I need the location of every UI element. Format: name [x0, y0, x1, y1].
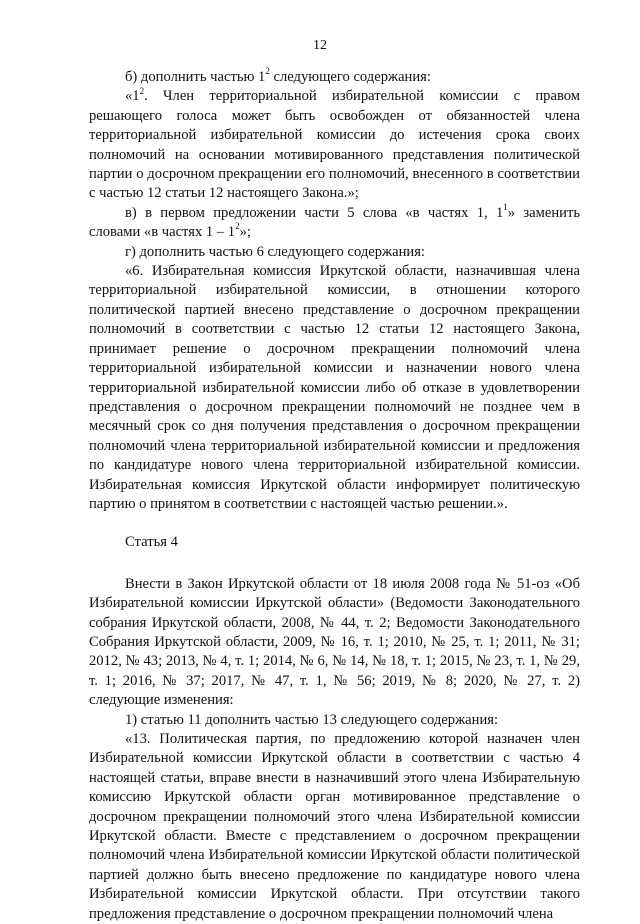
paragraph-quote-13: «13. Политическая партия, по предложению которой назначен член Избирательной комиссии Иркутской области в соответствии с частью 4 настоящей статьи, вправе внести в назначивший этого члена Избирательную комиссию Иркутской области орган мотивированное представление о досрочном прекращении полномочий этого члена Избирательной комиссии Иркутской области. Вместе с представлением о досрочном прекращении полномочий члена Избирательной комиссии Иркутской области политической партией должно быть внесено предложение по кандидатуре нового члена Избирательной комиссии Иркутской области. При отсутствии такого предложения представление о досрочном прекращении полномочий члена [89, 731, 580, 922]
superscript: 2 [265, 66, 270, 77]
paragraph-g-quote: «6. Избирательная комиссия Иркутской области, назначившая члена территориальной избирательной комиссии, в отношении которого политической партией внесено представление о досрочном прекращении полномочий в соответствии с частью 12 статьи 12 настоящего Закона, принимает решение о досрочном прекращении полномочий члена территориальной избирательной комиссии и назначении нового члена территориальной избирательной комиссии либо об отказе в удовлетворении представления о досрочном прекращении полномочий не позднее чем в месячный срок со дня получения представления о досрочном прекращении полномочий члена территориальной избирательной комиссии и предложения по кандидатуре нового члена территориальной избирательной комиссии. Избирательная комиссия Иркутской области информирует политическую партию о принятом в соответствии с настоящей частью решении.». [89, 263, 580, 512]
text-run: »; [239, 224, 251, 241]
text-run: » заменить словами «в частях 1 – 1 [89, 204, 580, 241]
paragraph-g-intro: г) дополнить частью 6 следующего содержания: [125, 243, 425, 260]
text-run: . Член территориальной избирательной комиссии с правом решающего голоса может быть освобожден от обязанностей члена территориальной избирательной комиссии до истечения срока своих полномочий на основании мотивированного представления политической партии о досрочном прекращении его полномочий, внесенного в соответствии с частью 12 статьи 12 настоящего Закона.»; [89, 88, 580, 202]
superscript: 1 [503, 201, 508, 212]
paragraph-v [89, 201, 580, 243]
text-run: б) дополнить частью 1 [125, 69, 266, 85]
spacer [89, 553, 580, 575]
paragraph-item-1: 1) статью 11 дополнить частью 13 следующего содержания: [125, 711, 499, 728]
text-run: в) в первом предложении части 5 слова «в частях 1, 1 [125, 204, 504, 221]
paragraph-b-quote [89, 87, 580, 203]
document-body [89, 68, 580, 924]
article-heading: Статья 4 [125, 534, 178, 551]
superscript: 2 [235, 221, 240, 232]
paragraph-b-intro [89, 68, 580, 87]
text-run: «1 [125, 88, 140, 105]
page-number: 12 [313, 38, 327, 53]
paragraph-article-intro: Внести в Закон Иркутской области от 18 июля 2008 года № 51-оз «Об Избирательной комиссии Иркутской области» (Ведомости Законодательного собрания Иркутской области, 2008, № 44, т. 2; Ведомости Законодательного Собрания Иркутской области, 2009, № 16, т. 1; 2010, № 25, т. 1; 2011, № 31; 2012, № 43; 2013, № 4, т. 1; 2014, № 6, № 14, № 18, т. 1; 2015, № 23, т. 1, № 29, т. 1; 2016, № 37; 2017, № 47, т. 1, № 56; 2019, № 8; 2020, № 27, т. 2) следующие изменения: [89, 575, 580, 709]
superscript: 2 [139, 85, 145, 96]
text-run: следующего содержания: [269, 69, 431, 85]
